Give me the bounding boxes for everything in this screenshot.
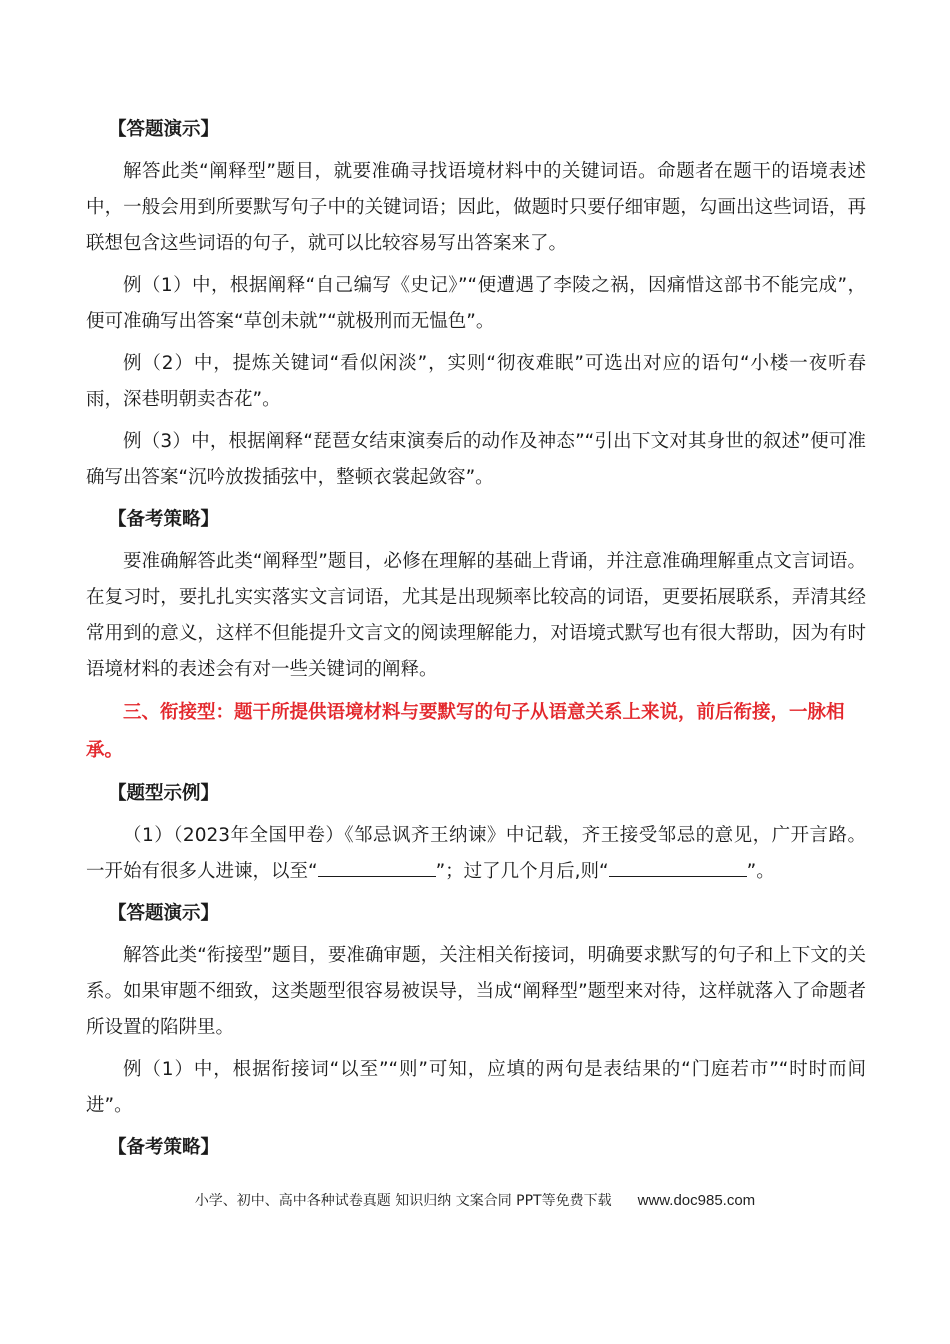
- section-heading-transition-type: 三、衔接型：题干所提供语境材料与要默写的句子从语意关系上来说，前后衔接，一脉相承。: [86, 702, 845, 761]
- paragraph: 解答此类“衔接型”题目，要准确审题，关注相关衔接词，明确要求默写的句子和上下文的关系。如果审题不细致，这类题型很容易被误导，当成“阐释型”题型来对待，这样就落入了命题者所设置的陷阱里。: [86, 945, 866, 1038]
- paragraph: 例（3）中，根据阐释“琵琶女结束演奏后的动作及神态”“引出下文对其身世的叙述”便可准确写出答案“沉吟放拨插弦中，整顿衣裳起敛容”。: [86, 431, 866, 488]
- example-text-2: ”；过了几个月后,则“: [435, 861, 609, 882]
- example-question: [86, 818, 866, 890]
- section-heading-example: 【题型示例】: [108, 783, 220, 804]
- example-text-1: （1）（2023年全国甲卷）《邹忌讽齐王纳谏》中记载，齐王接受邹忌的意见，广开言路。一开始有很多人进谏，以至“: [86, 825, 866, 882]
- paragraph: 例（2）中，提炼关键词“看似闲淡”，实则“彻夜难眠”可选出对应的语句“小楼一夜听春雨，深巷明朝卖杏花”。: [86, 353, 866, 410]
- answer-blank: [609, 856, 747, 877]
- example-text-3: ”。: [746, 861, 775, 882]
- paragraph: 例（1）中，根据阐释“自己编写《史记》”“便遭遇了李陵之祸，因痛惜这部书不能完成”，便可准确写出答案“草创未就”“就极刑而无愠色”。: [86, 275, 866, 332]
- page-footer: [0, 1190, 950, 1210]
- section-heading-answer-demo: 【答题演示】: [108, 903, 220, 924]
- section-heading-answer-demo: 【答题演示】: [108, 119, 220, 140]
- paragraph: 例（1）中，根据衔接词“以至”“则”可知，应填的两句是表结果的“门庭若市”“时时而间进”。: [86, 1059, 866, 1116]
- footer-text: 小学、初中、高中各种试卷真题 知识归纳 文案合同 PPT等免费下载: [194, 1193, 612, 1209]
- paragraph: 解答此类“阐释型”题目，就要准确寻找语境材料中的关键词语。命题者在题干的语境表述中，一般会用到所要默写句子中的关键词语；因此，做题时只要仔细审题，勾画出这些词语，再联想包含这些词语的句子，就可以比较容易写出答案来了。: [86, 161, 866, 254]
- footer-url: www.doc985.com: [637, 1192, 756, 1209]
- section-heading-strategy: 【备考策略】: [108, 509, 220, 530]
- section-heading-strategy: 【备考策略】: [108, 1137, 220, 1158]
- answer-blank: [318, 856, 436, 877]
- document-body: [86, 112, 866, 1172]
- paragraph: 要准确解答此类“阐释型”题目，必修在理解的基础上背诵，并注意准确理解重点文言词语。在复习时，要扎扎实实落实文言词语，尤其是出现频率比较高的词语，更要拓展联系，弄清其经常用到的意义，这样不但能提升文言文的阅读理解能力，对语境式默写也有很大帮助，因为有时语境材料的表述会有对一些关键词的阐释。: [86, 551, 866, 680]
